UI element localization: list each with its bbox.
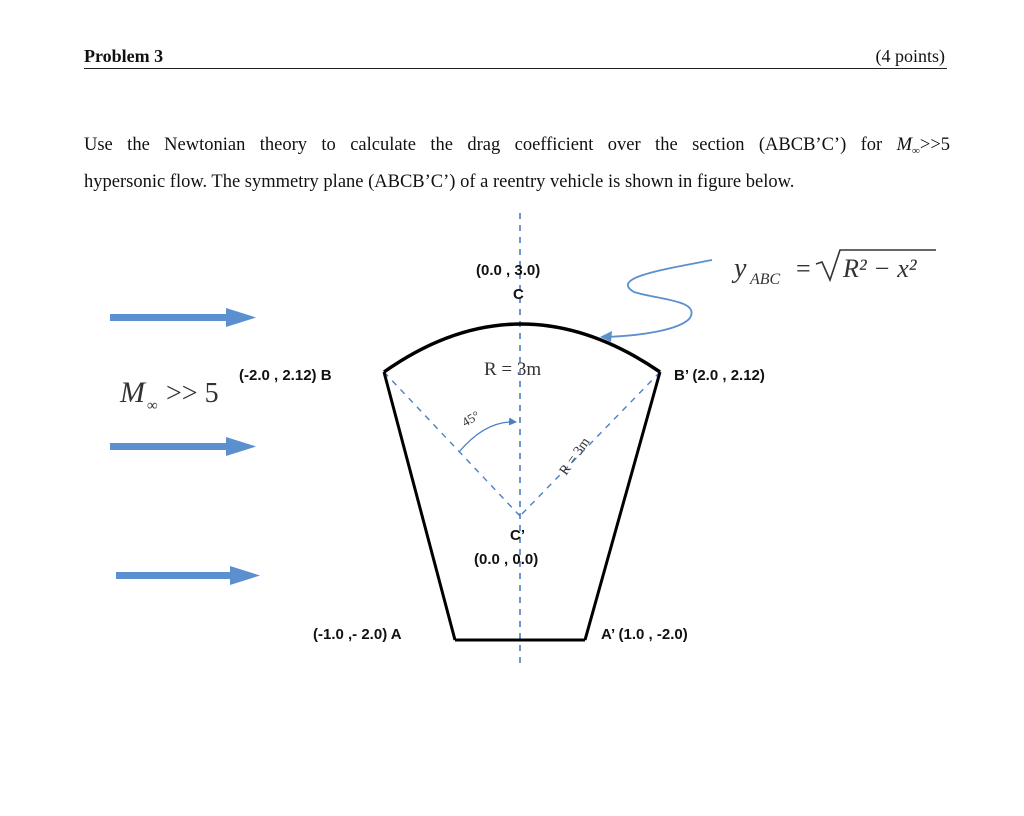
point-b-label: (-2.0 , 2.12) B — [239, 367, 332, 384]
radius-label: R = 3m — [484, 359, 542, 380]
flow-condition-label — [119, 376, 219, 414]
point-c-prime-label: C’ — [510, 527, 525, 544]
points-label: (4 points) — [875, 46, 945, 66]
equation-equals: = — [796, 254, 811, 283]
point-a-prime-label: A’ (1.0 , -2.0) — [601, 626, 688, 643]
point-c-prime-coords: (0.0 , 0.0) — [474, 551, 539, 568]
angle-label: 45° — [459, 407, 483, 430]
flow-mach-symbol: M — [120, 376, 145, 409]
equation-label — [731, 250, 936, 288]
equation-pointer — [604, 260, 712, 337]
equation-radicand: R² − x² — [843, 254, 917, 283]
mach-relation: >>5 — [919, 135, 951, 155]
flow-arrow-1 — [110, 308, 256, 327]
equation-lhs-symbol: y — [734, 253, 747, 284]
point-a-label: (-1.0 ,- 2.0) A — [313, 626, 402, 643]
flow-mach-subscript: ∞ — [147, 398, 158, 414]
point-c-label: C — [513, 286, 524, 303]
statement-line-2: hypersonic flow. The symmetry plane (ABCB’C’) of a reentry vehicle is shown in figure below. — [84, 172, 795, 192]
flow-mach-relation: >> 5 — [166, 378, 219, 409]
problem-title: Problem 3 — [84, 46, 164, 66]
point-c-coords: (0.0 , 3.0) — [476, 262, 541, 279]
edge-AB — [384, 372, 455, 640]
radius-diagonal-label: R = 3m — [556, 435, 594, 479]
flow-arrow-3 — [116, 566, 260, 585]
equation-lhs-subscript: ABC — [750, 271, 781, 288]
mach-symbol: M — [896, 135, 913, 155]
flow-arrow-2 — [110, 437, 256, 456]
edge-A-prime-B-prime — [585, 372, 660, 640]
statement-line-1-text: Use the Newtonian theory to calculate the drag coefficient over the section (ABCB’C’) for — [84, 135, 883, 155]
point-b-prime-label: B’ (2.0 , 2.12) — [674, 367, 765, 384]
mach-subscript: ∞ — [912, 145, 920, 157]
